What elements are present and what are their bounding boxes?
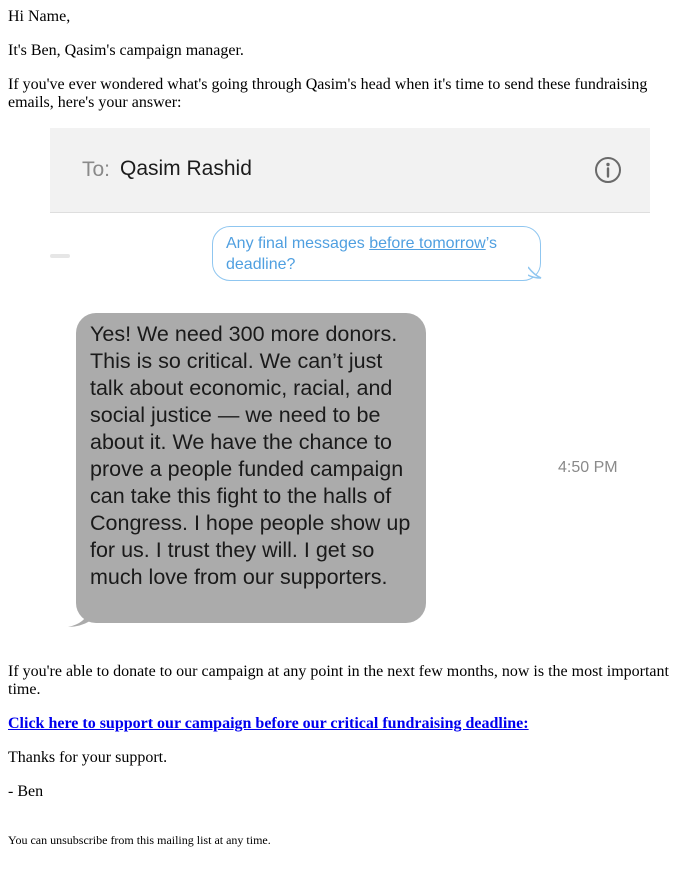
outgoing-bubble-tail xyxy=(528,266,542,280)
outgoing-message-bubble xyxy=(212,226,541,281)
greeting-text: Hi Name, xyxy=(8,8,71,25)
message-timestamp: 4:50 PM xyxy=(558,459,618,476)
donate-text: If you're able to donate to our campaign at any point in the next few months, now is the most important time. xyxy=(8,663,669,698)
divider-mark xyxy=(50,254,70,258)
recipient-name: Qasim Rashid xyxy=(120,157,252,180)
unsubscribe-text: You can unsubscribe from this mailing list at any time. xyxy=(8,833,271,847)
thanks-text: Thanks for your support. xyxy=(8,749,168,766)
incoming-message-bubble: Yes! We need 300 more donors. This is so critical. We can’t just talk about economic, racial, and social justice — we need to be about it. We have the chance to prove a people funded campaign can take this fight to the halls of Congress. I hope people show up for us. I trust they will. I get so much love from our supporters. xyxy=(76,313,426,623)
donate-link[interactable]: Click here to support our campaign before our critical fundraising deadline: xyxy=(8,715,529,732)
message-header xyxy=(50,128,650,213)
info-icon xyxy=(594,156,622,184)
message-screenshot xyxy=(50,128,650,633)
incoming-bubble-tail xyxy=(66,611,90,629)
outgoing-text-end: ’s deadline? xyxy=(226,235,497,273)
lead-text: If you've ever wondered what's going through Qasim's head when it's time to send these fundraising emails, here's your answer: xyxy=(8,76,648,111)
intro-text: It's Ben, Qasim's campaign manager. xyxy=(8,42,244,59)
signature-text: - Ben xyxy=(8,783,44,800)
outgoing-text-start: Any final messages xyxy=(226,235,370,252)
to-label: To: xyxy=(82,158,111,181)
outgoing-text-underlined: before tomorrow xyxy=(369,235,486,252)
